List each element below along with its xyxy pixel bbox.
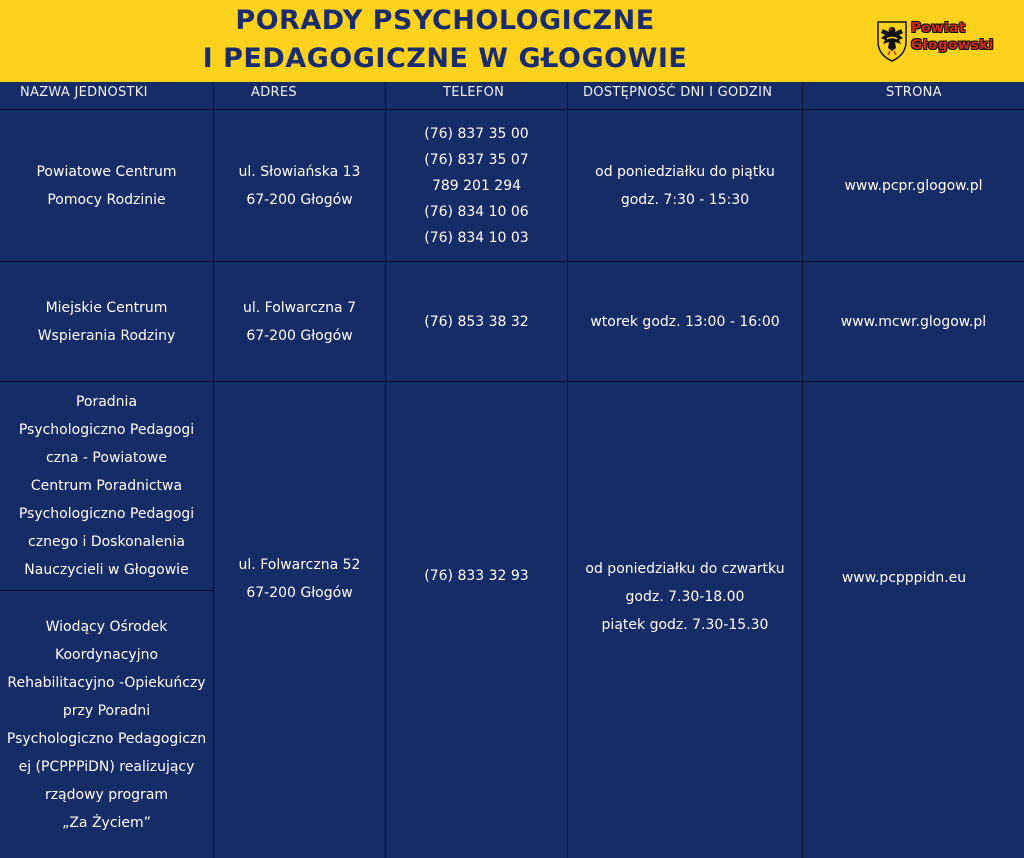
column-header-availability: DOSTĘPNOŚĆ DNI I GODZIN <box>583 85 773 100</box>
column-header-name: NAZWA JEDNOSTKI <box>20 85 148 100</box>
logo-text-line-2: Głogowski <box>911 37 994 53</box>
table-cell-hours: od poniedziałku do piątku godz. 7:30 - 15:30 <box>595 163 775 208</box>
table-cell-hours: wtorek godz. 13:00 - 16:00 <box>590 313 780 330</box>
table-header-row <box>0 82 1024 109</box>
table-cell-address: ul. Folwarczna 7 67-200 Głogów <box>242 299 356 344</box>
title-line-1: PORADY PSYCHOLOGICZNE <box>235 5 655 36</box>
eagle-coat-of-arms-icon <box>875 18 909 62</box>
page-title <box>0 2 890 78</box>
website-link[interactable]: www.pcpr.glogow.pl <box>844 177 983 194</box>
table-cell-name: Poradnia Psychologiczno Pedagogi czna - Powiatowe Centrum Poradnictwa Psychologiczno Pedagogi cznego i Doskonalenia Nauczycieli w Głogowie <box>18 394 195 578</box>
powiat-logo <box>875 18 1020 64</box>
table-cell-name-secondary: Wiodący Ośrodek Koordynacyjno Rehabilitacyjno -Opiekuńczy przy Poradni Psychologiczno Pedagogiczn ej (PCPPPiDN) realizujący rządowy program „Za Życiem” <box>6 618 207 831</box>
table-cell-phone: (76) 853 38 32 <box>424 313 529 330</box>
table-cell-name: Miejskie Centrum Wspierania Rodziny <box>37 299 176 344</box>
table-cell-name: Powiatowe Centrum Pomocy Rodzinie <box>36 163 177 208</box>
table-cell-phone: (76) 833 32 93 <box>424 567 529 584</box>
column-header-address: ADRES <box>251 85 297 100</box>
table-cell-address: ul. Słowiańska 13 67-200 Głogów <box>238 163 361 208</box>
logo-text-line-1: Powiat <box>911 20 966 36</box>
title-line-2: I PEDAGOGICZNE W GŁOGOWIE <box>202 43 688 74</box>
website-link[interactable]: www.pcpppidn.eu <box>841 570 967 586</box>
website-link[interactable]: www.mcwr.glogow.pl <box>840 313 987 330</box>
table-cell-hours: od poniedziałku do czwartku godz. 7.30-18.00 piątek godz. 7.30-15.30 <box>585 561 785 633</box>
column-header-phone: TELEFON <box>443 85 505 100</box>
table-cell-address: ul. Folwarczna 52 67-200 Głogów <box>238 556 361 601</box>
column-header-website: STRONA <box>886 85 942 100</box>
table-cell-phone: (76) 837 35 00 (76) 837 35 07 789 201 294 (76) 834 10 06 (76) 834 10 03 <box>424 125 529 246</box>
page-header <box>0 0 1024 82</box>
